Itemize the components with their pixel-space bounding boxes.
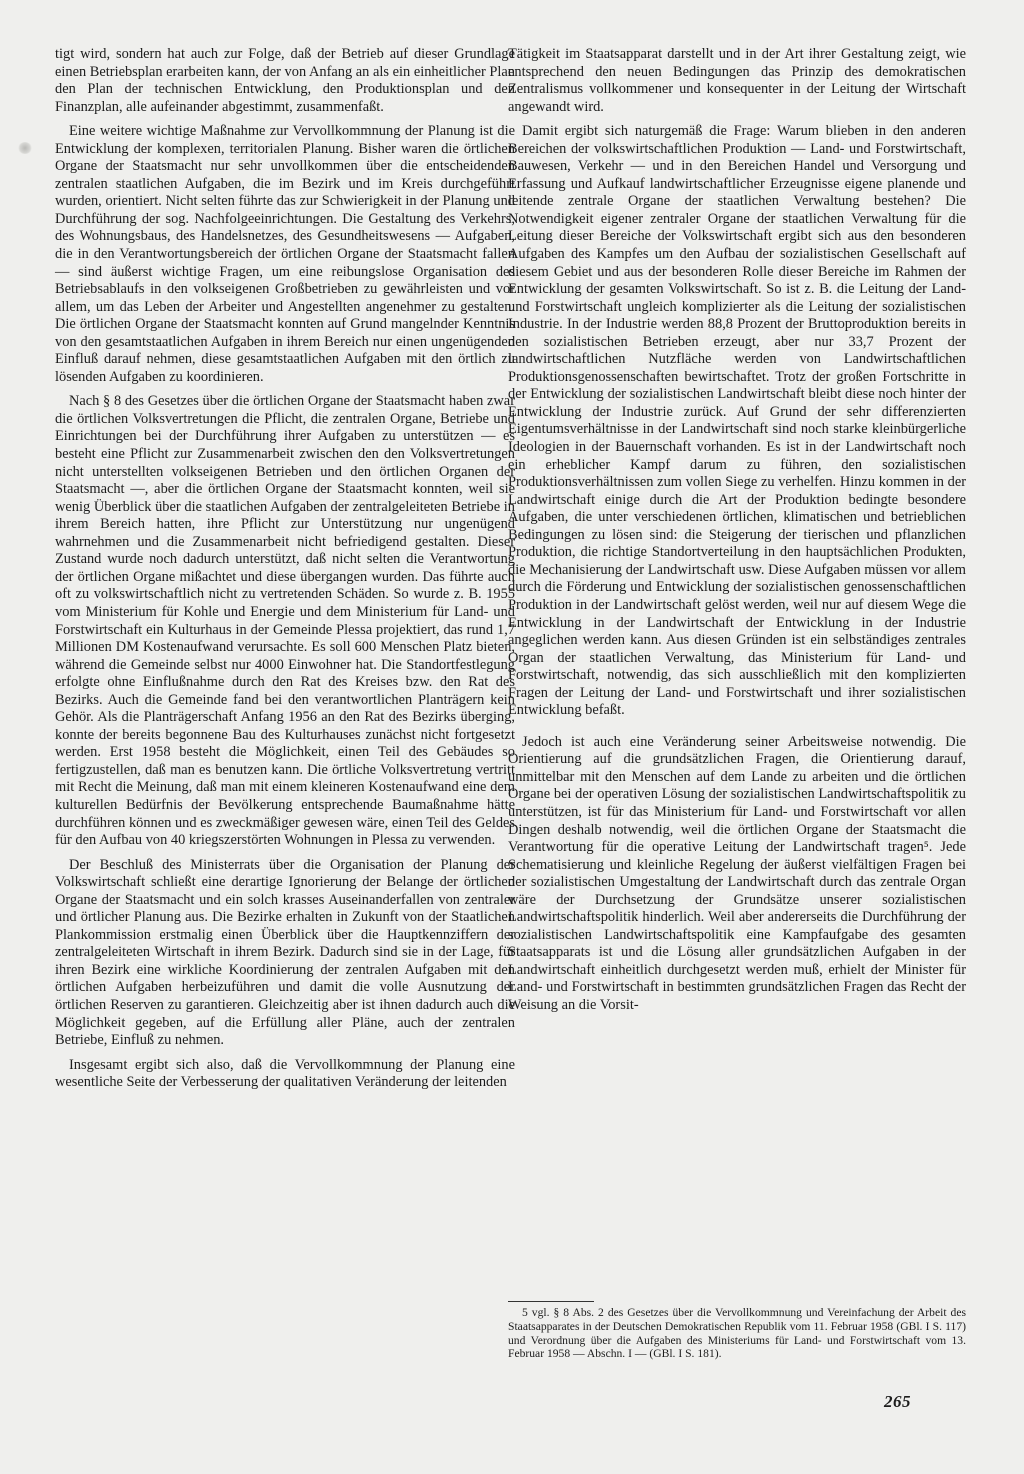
scan-speck	[18, 142, 32, 154]
footnote-divider	[508, 1301, 594, 1302]
right-column	[508, 46, 966, 1015]
paragraph: Der Beschluß des Ministerrats über die Organisation der Planung der Volkswirtschaft schließt eine derartige Ignorierung der Belange der örtlichen Organe der Staatsmacht und ein solch krasses Auseinanderfallen von zentraler und örtlicher Planung aus. Die Bezirke erhalten in Zukunft von der Staatlichen Plankommission erstmalig einen Überblick über die Hauptkennziffern der zentralgeleiteten Wirtschaft in ihrem Bezirk. Dadurch sind sie in der Lage, für ihren Bezirk eine wirkliche Koordinierung der zentralen Aufgaben mit den örtlichen Aufgaben herbeizuführen und damit die volle Ausnutzung der örtlichen Reserven zu garantieren. Gleichzeitig aber ist ihnen dadurch auch die Möglichkeit gegeben, auf die Erfüllung aller Pläne, auch der zentralen Betriebe, Einfluß zu nehmen.	[55, 856, 515, 1049]
footnotes	[508, 1306, 966, 1361]
paragraph: Eine weitere wichtige Maßnahme zur Vervollkommnung der Planung ist die Entwicklung der komplexen, territorialen Planung. Bisher waren die örtlichen Organe der Staatsmacht nur sehr unvollkommen über die entscheidenden zentralen staatlichen Aufgaben, die im Bezirk und im Kreis durchgeführt wurden, orientiert. Nicht selten führte das zur Schwierigkeit in der Planung und Durchführung der sog. Nachfolgeeinrichtungen. Die Gestaltung des Verkehrs, des Wohnungsbaus, des Handelsnetzes, des Gesundheitswesens — Aufgaben, die in den Verantwortungsbereich der örtlichen Organe der Staatsmacht fallen — sind äußerst wichtige Fragen, um eine reibungslose Organisation des Betriebsablaufs in den volkseigenen Großbetrieben zu gewährleisten und vor allem, um das Leben der Arbeiter und Angestellten angenehmer zu gestalten. Die örtlichen Organe der Staatsmacht konnten auf Grund mangelnder Kenntnis von den gesamtstaatlichen Aufgaben in ihrem Bereich nur einen ungenügenden Einfluß darauf nehmen, diese gesamtstaatlichen Aufgaben mit den örtlich zu lösenden Aufgaben zu koordinieren.	[55, 123, 515, 385]
footnote: 5 vgl. § 8 Abs. 2 des Gesetzes über die Vervollkommnung und Vereinfachung der Arbeit des Staatsapparates in der Deutschen Demokratischen Republik vom 11. Februar 1958 (GBl. I S. 117) und Verordnung über die Aufgaben des Ministeriums für Land- und Forstwirtschaft vom 13. Februar 1958 — Abschn. I — (GBl. I S. 181).	[508, 1306, 966, 1361]
left-column	[55, 46, 515, 1092]
paragraph: Insgesamt ergibt sich also, daß die Vervollkommnung der Planung eine wesentliche Seite der Verbesserung der qualitativen Veränderung der leitenden	[55, 1056, 515, 1091]
paragraph: Nach § 8 des Gesetzes über die örtlichen Organe der Staatsmacht haben zwar die örtlichen Volksvertretungen die Pflicht, die zentralen Organe, Betriebe und Einrichtungen bei der Durchführung ihrer Aufgaben zu unterstützen — es besteht eine Pflicht zur Zusammenarbeit zwischen den den Volksvertretungen nicht unterstellten volkseigenen Betrieben und den örtlichen Organen der Staatsmacht —, aber die örtlichen Organe der Staatsmacht konnten, weil sie wenig Überblick über die staatlichen Aufgaben der zentralgeleiteten Betriebe in ihrem Bereich hatten, ihre Pflicht zur Unterstützung nur ungenügend wahrnehmen und die Zusammenarbeit nicht befriedigend gestalten. Dieser Zustand wurde noch dadurch unterstützt, daß nicht selten die Verantwortung der örtlichen Organe mißachtet und diese übergangen wurden. Das führte auch oft zu volkswirtschaftlich nicht zu vertretenden Schäden. So wurde z. B. 1955 vom Ministerium für Kohle und Energie und dem Ministerium für Land- und Forstwirtschaft ein Kulturhaus in der Gemeinde Plessa projektiert, das rund 1,7 Millionen DM Kostenaufwand verursachte. Es soll 600 Menschen Platz bieten, während die Gemeinde selbst nur 4000 Einwohner hat. Die Standortfestlegung erfolgte ohne Einflußnahme durch den Rat des Kreises bzw. den Rat des Bezirks. Auch die Gemeinde fand bei den verantwortlichen Planträgern kein Gehör. Als die Planträgerschaft Anfang 1956 an den Rat des Bezirks überging, konnte der bereits begonnene Bau des Kulturhauses zunächst nicht fortgesetzt werden. Erst 1958 besteht die Möglichkeit, einen Teil des Gebäudes so fertigzustellen, daß man es benutzen kann. Die örtliche Volksvertretung vertritt mit Recht die Meinung, daß man mit einem kleineren Kostenaufwand eine dem kulturellen Bedürfnis der Bevölkerung entsprechende Baumaßnahme hätte durchführen können und es zweckmäßiger gewesen wäre, einen Teil des Geldes für den Aufbau von 40 kriegszerstörten Wohnungen in Plessa zu verwenden.	[55, 393, 515, 849]
paragraph: Tätigkeit im Staatsapparat darstellt und in der Art ihrer Gestaltung zeigt, wie entsprechend den neuen Bedingungen das Prinzip des demokratischen Zentralismus vollkommener und konsequenter in der Leitung der Wirtschaft angewandt wird.	[508, 46, 966, 115]
paragraph: tigt wird, sondern hat auch zur Folge, daß der Betrieb auf dieser Grundlage einen Betriebsplan erarbeiten kann, der von Anfang an als ein einheitlicher Plan den Plan der technischen Entwicklung, den Produktionsplan und den Finanzplan, alle aufeinander abgestimmt, zusammenfaßt.	[55, 46, 515, 115]
page-number: 265	[884, 1392, 911, 1411]
paragraph: Jedoch ist auch eine Veränderung seiner Arbeitsweise notwendig. Die Orientierung auf die grundsätzlichen Fragen, die Orientierung darauf, unmittelbar mit den Menschen auf dem Lande zu arbeiten und die örtlichen Organe bei der operativen Lösung der sozialistischen Landwirtschaftspolitik zu unterstützen, ist für das Ministerium für Land- und Forstwirtschaft vor allen Dingen deshalb notwendig, weil die örtlichen Organe der Staatsmacht die Verantwortung für die operative Leitung der Landwirtschaft tragen⁵. Jede Schematisierung und kleinliche Regelung der äußerst vielfältigen Fragen bei der sozialistischen Umgestaltung der Landwirtschaft durch das zentrale Organ wäre der Durchsetzung der Grundsätze unserer sozialistischen Landwirtschaftspolitik hinderlich. Weil aber andererseits die Durchführung der sozialistischen Landwirtschaftspolitik eine Kampfaufgabe des gesamten Staatsapparats ist und die Lösung aller grundsätzlichen Aufgaben in der Landwirtschaft einheitlich durchgesetzt werden muß, erhielt der Minister für Land- und Forstwirtschaft in bestimmten grundsätzlichen Fragen das Recht der Weisung an die Vorsit-	[508, 733, 966, 1013]
paragraph: Damit ergibt sich naturgemäß die Frage: Warum blieben in den anderen Bereichen der volkswirtschaftlichen Produktion — Land- und Forstwirtschaft, Bauwesen, Verkehr — und in den Bereichen Handel und Versorgung und Erfassung und Aufkauf landwirtschaftlicher Erzeugnisse eigene planende und leitende zentrale Organe der staatlichen Verwaltung bestehen? Die Notwendigkeit eigener zentraler Organe der staatlichen Verwaltung für die Leitung dieser Bereiche der Volkswirtschaft ergibt sich aus den besonderen Aufgaben des Kampfes um den Aufbau der sozialistischen Gesellschaft auf diesem Gebiet und aus der besonderen Rolle dieser Bereiche im Rahmen der Entwicklung der gesamten Volkswirtschaft. So ist z. B. die Leitung der Land- und Forstwirtschaft ungleich komplizierter als die Leitung der sozialistischen Industrie. In der Industrie werden 88,8 Prozent der Bruttoproduktion bereits in den sozialistischen Betrieben erzeugt, aber nur 33,7 Prozent der landwirtschaftlichen Nutzfläche werden von Landwirtschaftlichen Produktionsgenossenschaften bewirtschaftet. Trotz der großen Fortschritte in der Entwicklung der sozialistischen Landwirtschaft bleibt diese noch hinter der Entwicklung der Industrie zurück. Auf Grund der sehr differenzierten Eigentumsverhältnisse in der Landwirtschaft sind noch starke kleinbürgerliche Ideologien in der Bauernschaft vorhanden. Es ist in der Landwirtschaft noch ein erheblicher Kampf darum zu führen, den sozialistischen Produktionsverhältnissen zum vollen Siege zu verhelfen. Hinzu kommen in der Landwirtschaft einige durch die Art der Produktion bedingte besondere Aufgaben, die unter verschiedenen örtlichen, klimatischen und betrieblichen Bedingungen zu lösen sind: die Steigerung der tierischen und pflanzlichen Produktion, die richtige Standortverteilung in den hauptsächlichen Produkten, die Mechanisierung der Landwirtschaft usw. Diese Aufgaben müssen vor allem durch die Förderung und Entwicklung der sozialistischen genossenschaftlichen Produktion in der Landwirtschaft gelöst werden, weil nur auf diesem Wege die Entwicklung in der Landwirtschaft der Entwicklung in der Industrie angeglichen werden kann. Aus diesen Gründen ist ein selbständiges zentrales Organ der staatlichen Verwaltung, das Ministerium für Land- und Forstwirtschaft, notwendig, das sich ausschließlich mit den komplizierten Fragen der Leitung der Land- und Forstwirtschaft und ihrer sozialistischen Entwicklung befaßt.	[508, 123, 966, 719]
